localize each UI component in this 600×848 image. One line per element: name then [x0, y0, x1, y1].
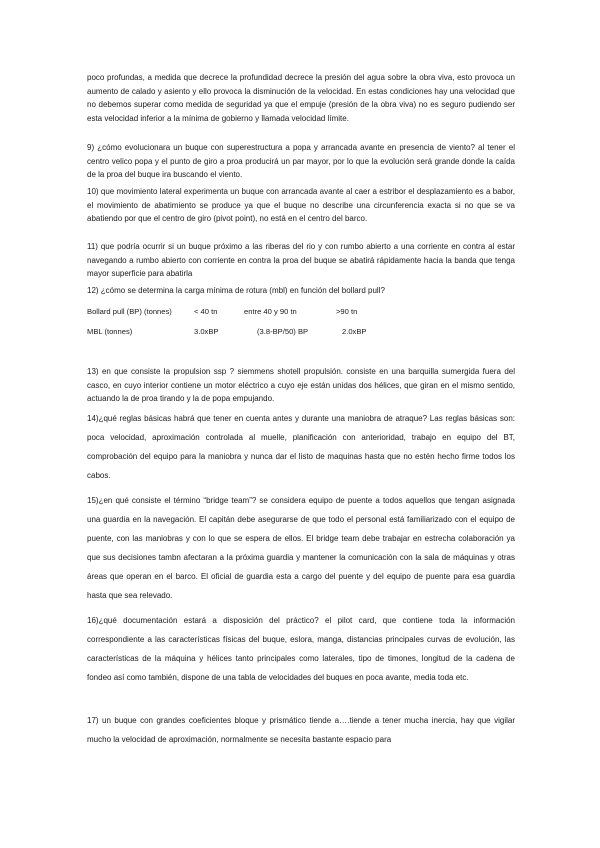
table-cell: entre 40 y 90 tn [244, 307, 297, 316]
question-13: 13) en que consiste la propulsion ssp ? siemmens shotell propulsión. consiste en una barquilla sumergida fuera del casco, en cuyo interior contiene un motor eléctrico a cuyo eje están unidas dos hélices, que giran en el mismo sentido, actuando la de proa tirando y la de popa empujando. [87, 367, 515, 404]
table-cell: >90 tn [336, 307, 358, 316]
bollard-table-row-bp [87, 306, 515, 318]
question-17: 17) un buque con grandes coeficientes bloque y prismático tiende a….tiende a tener mucha inercia, hay que vigilar mucho la velocidad de aproximación, normalmente se necesita bastante espacio para [87, 716, 515, 744]
paragraph-intro: poco profundas, a medida que decrece la profundidad decrece la presión del agua sobre la obra viva, esto provoca un aumento de calado y asiento y ello provoca la disminución de la velocidad. En estas condiciones hay una velocidad que no debemos superar como medida de seguridad ya que el empuje (presión de la obra viva) no es seguro pudiendo ser esta velocidad inferior a la mínima de gobierno y llamada velocidad límite. [87, 73, 515, 123]
question-15: 15)¿en qué consiste el término “bridge team”? se considera equipo de puente a todos aquellos que tengan asignada una guardia en la navegación. El capitán debe asegurarse de que todo el personal está familiarizado con el equipo de puente, con las maniobras y con lo que se espera de ellos. El bridge team debe trabajar en estrecha colaboración ya que sus decisiones tambn afectaran a la próxima guardia y mantener la comunicación con la sala de máquinas y otras áreas que operan en el barco. El oficial de guardia esta a cargo del puente y del equipo de puente para esa guardia hasta que sea relevado. [87, 496, 515, 600]
question-16: 16)¿qué documentación estará a disposición del práctico? el pilot card, que contiene toda la información correspondiente a las características físicas del buque, eslora, manga, distancias principales curvas de evolución, las características de la máquina y hélices tanto principales como laterales, tipo de timones, longitud de la cadena de fondeo así como también, dispone de una tabla de velocidades del buques en poca avante, media toda etc. [87, 616, 515, 682]
table-cell: Bollard pull (BP) (tonnes) [87, 307, 172, 316]
question-9: 9) ¿cómo evolucionara un buque con superestructura a popa y arrancada avante en presencia de viento? al tener el centro velico popa y el punto de giro a proa producirá un par mayor, por lo que la evolución será grande donde la caída de la proa del buque ira buscando el viento. [87, 143, 515, 180]
question-12: 12) ¿cómo se determina la carga mínima de rotura (mbl) en función del bollard pull? [87, 286, 385, 295]
table-cell: < 40 tn [194, 307, 218, 316]
table-cell: MBL (tonnes) [87, 327, 133, 336]
question-10: 10) que movimiento lateral experimenta un buque con arrancada avante al caer a estribor el desplazamiento es a babor, el movimiento de abatimiento se produce ya que el buque no describe una circunferencia exacta si no que se va abatiendo por que el centro de giro (pivot point), no está en el centro del barco. [87, 187, 515, 224]
table-cell: (3.8-BP/50) BP [257, 327, 309, 336]
question-11: 11) que podría ocurrir si un buque próximo a las riberas del rio y con rumbo abierto a una corriente en contra al estar navegando a rumbo abierto con corriente en contra la proa del buque se abatirá rápidamente hacia la banda que tenga mayor superficie para abatirla [87, 242, 515, 279]
table-cell: 2.0xBP [342, 327, 367, 336]
bollard-table-row-mbl [87, 326, 515, 338]
question-14: 14)¿qué reglas básicas habrá que tener en cuenta antes y durante una maniobra de atraque? Las reglas básicas son: poca velocidad, aproximación controlada al muelle, planificación con anterioridad, trabajo en equipo del BT, comprobación del equipo para la maniobra y nunca dar el listo de maquinas hasta que no estén hecho firme todos los cabos. [87, 414, 515, 480]
table-cell: 3.0xBP [194, 327, 219, 336]
